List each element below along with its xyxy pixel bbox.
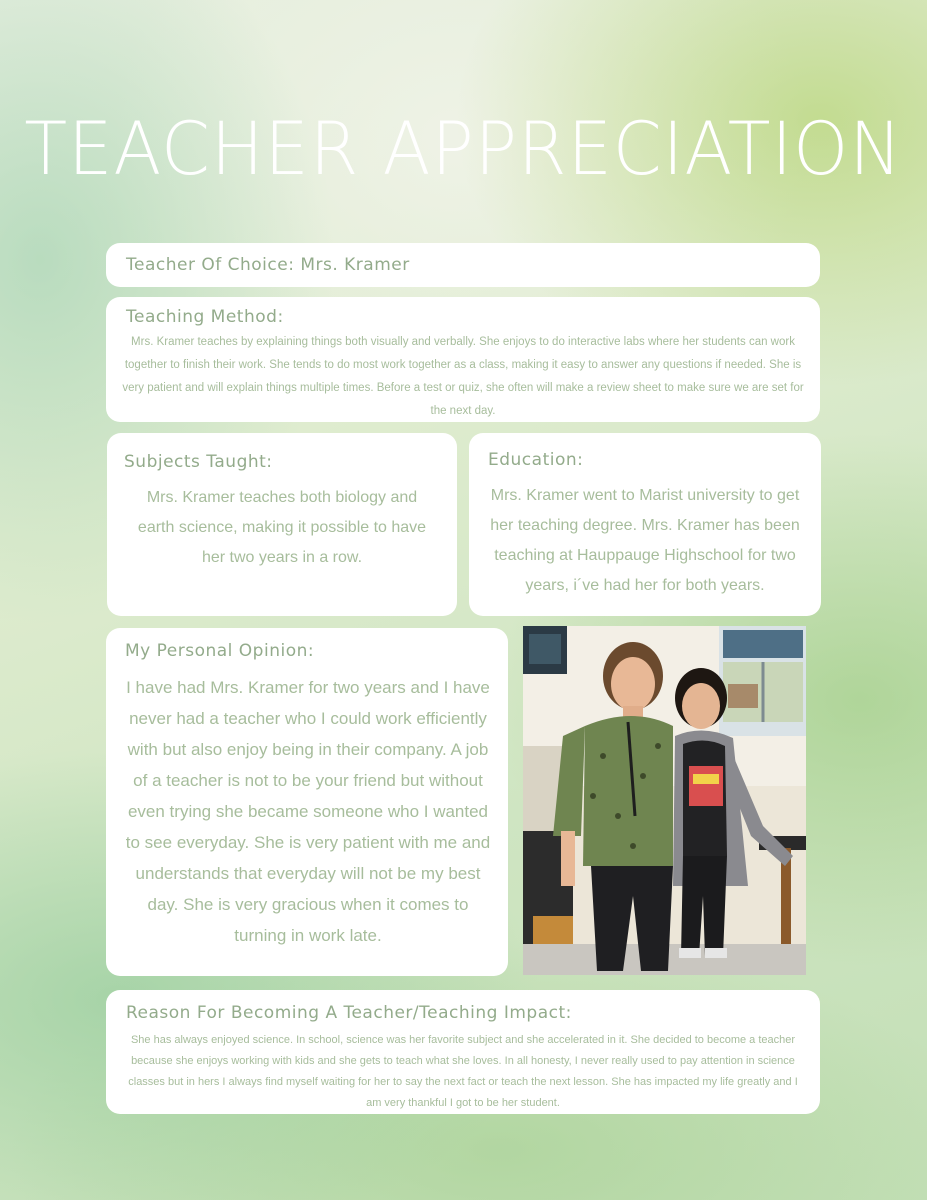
page-title: TEACHER APPRECIATION — [24, 105, 903, 193]
education-label: Education: — [488, 450, 584, 470]
reason-card — [106, 990, 820, 1114]
education-text: Mrs. Kramer went to Marist university to get her teaching degree. Mrs. Kramer has been teaching at Hauppauge Highschool for two years, i´ve had her for both years. — [490, 487, 800, 594]
reason-label: Reason For Becoming A Teacher/Teaching Impact: — [126, 1003, 572, 1023]
personal-opinion-label: My Personal Opinion: — [125, 641, 315, 661]
photo-illustration — [523, 626, 806, 975]
personal-opinion-card — [106, 628, 508, 976]
teaching-method-text: Mrs. Kramer teaches by explaining things both visually and verbally. She enjoys to do interactive labs where her students can work together to finish their work. She tends to do most work together as a class, making it easy to answer any questions if needed. She is very patient and will explain things multiple times. Before a test or quiz, she often will make a review sheet to make sure we are set for the next day. — [122, 336, 804, 417]
subjects-taught-label: Subjects Taught: — [124, 452, 273, 472]
education-card — [469, 433, 821, 616]
teaching-method-label: Teaching Method: — [126, 307, 284, 327]
subjects-taught-text: Mrs. Kramer teaches both biology and earth science, making it possible to have her two years in a row. — [137, 489, 427, 566]
reason-text: She has always enjoyed science. In school, science was her favorite subject and she accelerated in it. She decided to become a teacher because she enjoys working with kids and she gets to teach what she loves. In all honesty, I never really used to pay attention in science classes but in hers I always find myself waiting for her to say the next fact or teach the next lesson. She has impacted my life greatly and I am very thankful I got to be her student. — [128, 1034, 798, 1109]
subjects-taught-card — [107, 433, 457, 616]
personal-opinion-text: I have had Mrs. Kramer for two years and I have never had a teacher who I could work efficiently with but also enjoy being in their company. A job of a teacher is not to be your friend but without even trying she became someone who I wanted to see everyday. She is very patient with me and understands that everyday will not be my best day. She is very gracious when it comes to turning in work late. — [125, 678, 491, 945]
teacher-of-choice-label: Teacher Of Choice: Mrs. Kramer — [126, 255, 410, 275]
teacher-student-photo — [523, 626, 806, 975]
teacher-of-choice-card — [106, 243, 820, 287]
teaching-method-card — [106, 297, 820, 422]
